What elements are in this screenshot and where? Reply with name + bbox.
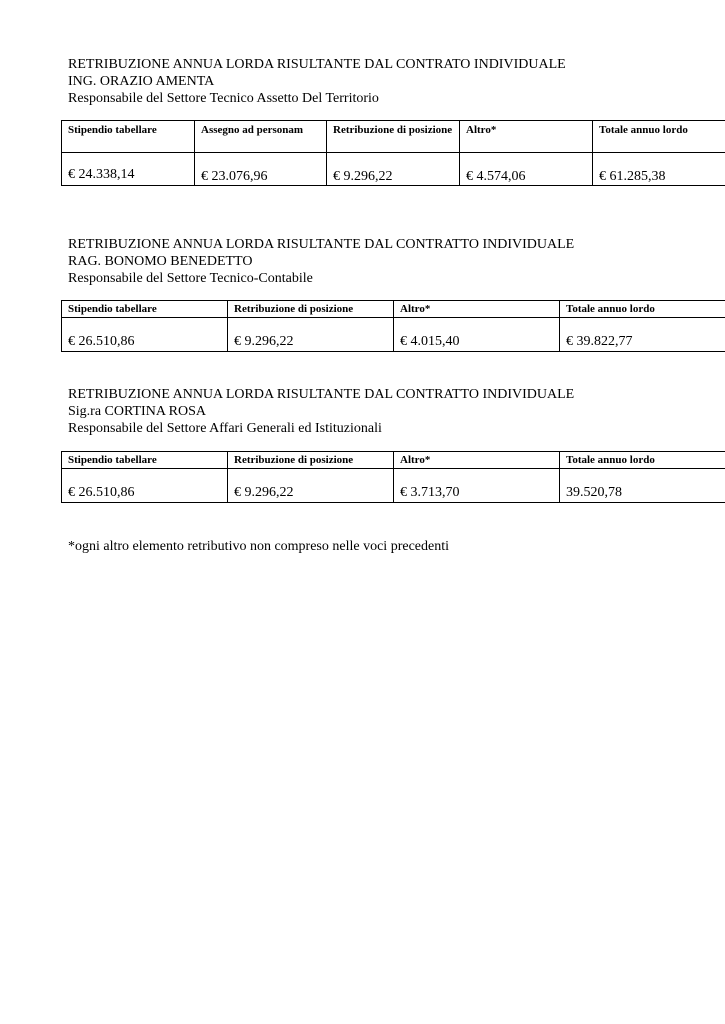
section-1-heading: RETRIBUZIONE ANNUA LORDA RISULTANTE DAL CONTRATO INDIVIDUALE — [68, 57, 566, 72]
value-cell: € 26.510,86 — [62, 318, 228, 352]
value-cell: € 4.015,40 — [394, 318, 560, 352]
section-1-person: ING. ORAZIO AMENTA — [68, 74, 215, 89]
header-cell: Altro* — [394, 301, 560, 318]
header-cell: Totale annuo lordo — [560, 452, 725, 469]
value-cell: € 61.285,38 — [593, 153, 725, 186]
table-header-row — [62, 452, 725, 469]
salary-table-2 — [61, 300, 725, 352]
header-cell: Altro* — [460, 121, 593, 153]
table-row — [62, 469, 725, 503]
value-cell: € 9.296,22 — [327, 153, 460, 186]
section-2-person: RAG. BONOMO BENEDETTO — [68, 254, 253, 269]
header-cell: Retribuzione di posizione — [228, 301, 394, 318]
header-cell: Retribuzione di posizione — [327, 121, 460, 153]
section-3-heading: RETRIBUZIONE ANNUA LORDA RISULTANTE DAL CONTRATTO INDIVIDUALE — [68, 387, 575, 402]
header-cell: Stipendio tabellare — [62, 452, 228, 469]
header-cell: Totale annuo lordo — [560, 301, 725, 318]
footnote: *ogni altro elemento retributivo non compreso nelle voci precedenti — [68, 539, 449, 554]
header-cell: Totale annuo lordo — [593, 121, 725, 153]
header-cell: Altro* — [394, 452, 560, 469]
section-2-role: Responsabile del Settore Tecnico-Contabile — [68, 271, 313, 286]
value-cell: 39.520,78 — [560, 469, 725, 503]
value-cell: € 9.296,22 — [228, 469, 394, 503]
table-row — [62, 318, 725, 352]
salary-table-1 — [61, 120, 725, 186]
value-cell: € 26.510,86 — [62, 469, 228, 503]
value-cell: € 24.338,14 — [62, 153, 195, 186]
table-header-row — [62, 301, 725, 318]
table-row — [62, 153, 725, 186]
salary-table-3 — [61, 451, 725, 503]
value-cell: € 4.574,06 — [460, 153, 593, 186]
value-cell: € 23.076,96 — [195, 153, 327, 186]
header-cell: Assegno ad personam — [195, 121, 327, 153]
section-3-role: Responsabile del Settore Affari Generali ed Istituzionali — [68, 421, 382, 436]
header-cell: Stipendio tabellare — [62, 301, 228, 318]
value-cell: € 39.822,77 — [560, 318, 725, 352]
section-1-role: Responsabile del Settore Tecnico Assetto Del Territorio — [68, 91, 379, 106]
table-header-row — [62, 121, 725, 153]
header-cell: Stipendio tabellare — [62, 121, 195, 153]
section-3-person: Sig.ra CORTINA ROSA — [68, 404, 207, 419]
value-cell: € 3.713,70 — [394, 469, 560, 503]
value-cell: € 9.296,22 — [228, 318, 394, 352]
section-2-heading: RETRIBUZIONE ANNUA LORDA RISULTANTE DAL CONTRATTO INDIVIDUALE — [68, 237, 575, 252]
header-cell: Retribuzione di posizione — [228, 452, 394, 469]
